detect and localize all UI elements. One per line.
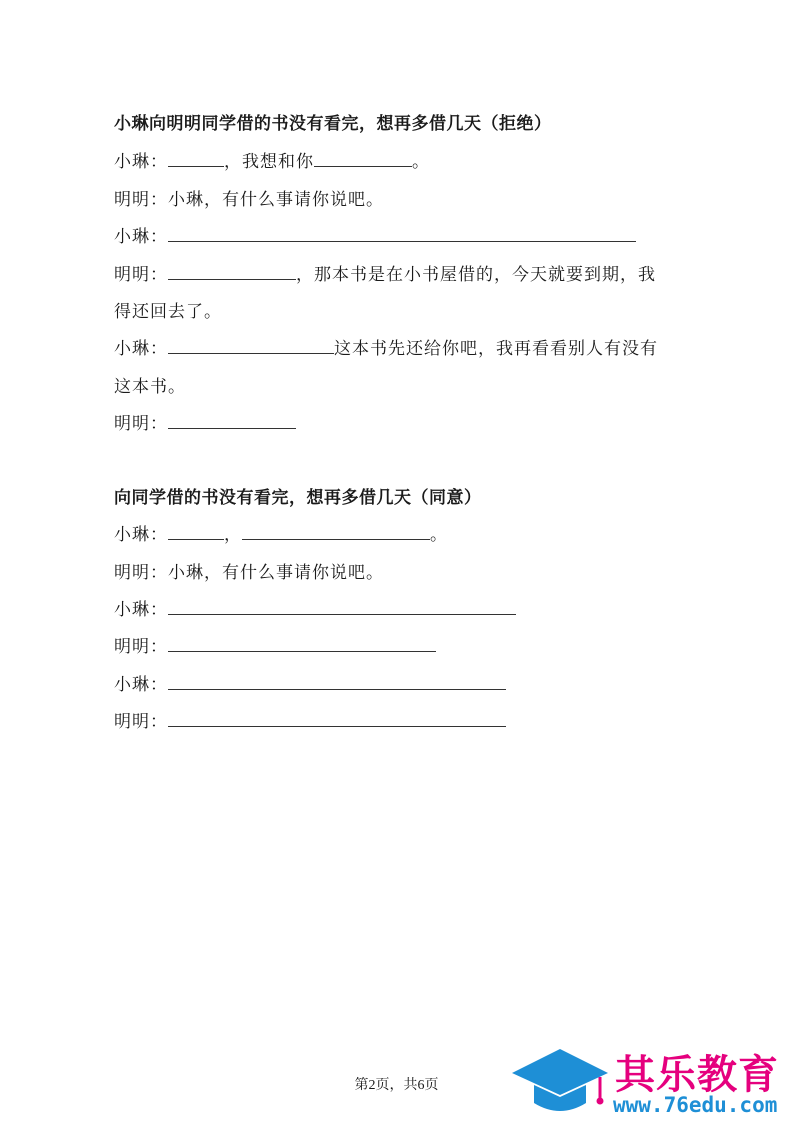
graduation-cap-icon [510,1043,610,1118]
section-2-title: 向同学借的书没有看完，想再多借几天（同意） [114,488,482,508]
speaker-label: 小琳： [114,675,168,695]
answer-blank[interactable] [168,262,296,280]
speaker-label: 小琳： [114,525,168,545]
speaker-label: 明明： [114,637,168,657]
brand-url: www.76edu.com [613,1093,778,1117]
dialogue-text: ， [224,525,242,545]
answer-blank[interactable] [168,149,224,167]
dialogue-text: 小琳，有什么事请你说吧。 [168,563,384,583]
dialogue-text: 这本书先还给你吧，我再看看别人有没有 [334,339,658,359]
speaker-label: 小琳： [114,339,168,359]
dialogue-line [114,334,658,359]
speaker-label: 明明： [114,563,168,583]
dialogue-line [114,670,506,695]
dialogue-line [114,147,430,172]
dialogue-text: ，我想和你 [224,152,314,172]
dialogue-line [114,595,516,620]
answer-blank[interactable] [168,709,506,727]
dialogue-line [114,185,384,210]
answer-blank[interactable] [168,597,516,615]
speaker-label: 明明： [114,414,168,434]
answer-blank[interactable] [168,522,224,540]
dialogue-text: 。 [412,152,430,172]
dialogue-line-wrap [114,372,186,397]
speaker-label: 明明： [114,712,168,732]
answer-blank[interactable] [168,672,506,690]
answer-blank[interactable] [314,149,412,167]
dialogue-line [114,260,656,285]
answer-blank[interactable] [242,522,430,540]
speaker-label: 小琳： [114,152,168,172]
speaker-label: 小琳： [114,600,168,620]
speaker-label: 小琳： [114,227,168,247]
dialogue-line [114,632,436,657]
dialogue-line [114,520,448,545]
dialogue-line [114,707,506,732]
dialogue-text: 得还回去了。 [114,302,222,322]
speaker-label: 明明： [114,190,168,210]
dialogue-text: 这本书。 [114,377,186,397]
dialogue-line [114,558,384,583]
dialogue-text: ，那本书是在小书屋借的，今天就要到期，我 [296,265,656,285]
brand-logo [510,1043,785,1118]
dialogue-line-wrap [114,297,222,322]
answer-blank[interactable] [168,634,436,652]
page-number: 第2页，共6页 [354,1078,439,1093]
speaker-label: 明明： [114,265,168,285]
dialogue-text: 小琳，有什么事请你说吧。 [168,190,384,210]
brand-name: 其乐教育 [615,1052,779,1098]
section-1-title: 小琳向明明同学借的书没有看完，想再多借几天（拒绝） [114,114,552,134]
answer-blank[interactable] [168,224,636,242]
dialogue-line [114,222,636,247]
answer-blank[interactable] [168,411,296,429]
dialogue-text: 。 [430,525,448,545]
dialogue-line [114,409,296,434]
answer-blank[interactable] [168,336,334,354]
